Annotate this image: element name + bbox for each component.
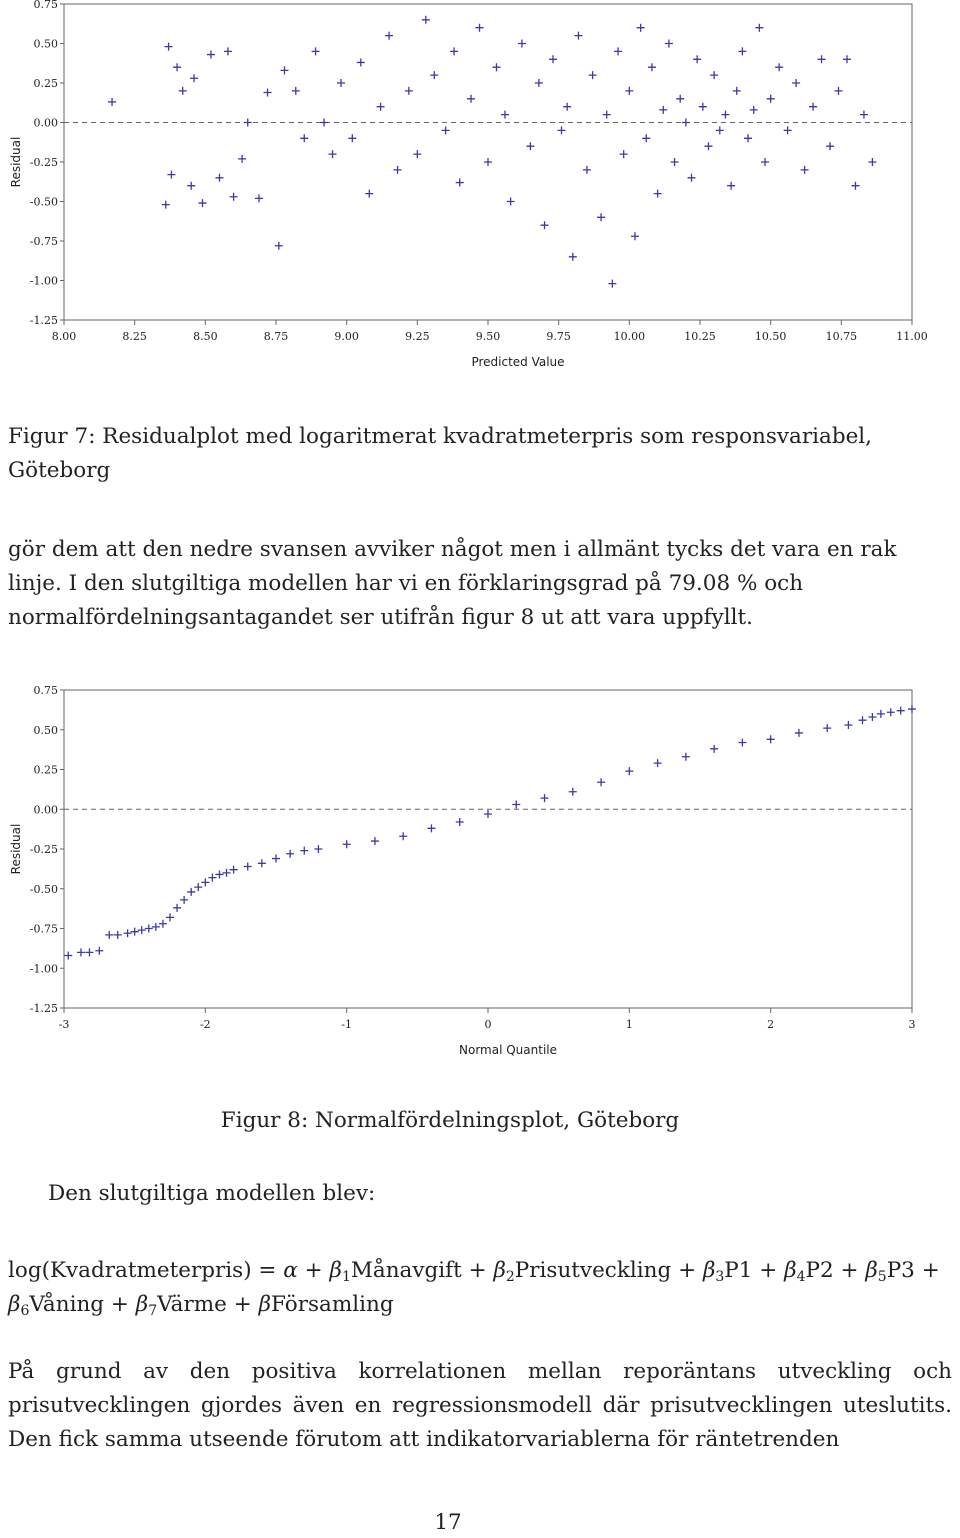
formula-beta: β — [258, 1292, 272, 1317]
data-point-marker — [456, 179, 464, 187]
formula-term: P1 — [724, 1258, 753, 1283]
data-point-marker — [784, 126, 792, 134]
data-point-marker — [767, 735, 775, 743]
body-paragraph-3: På grund av den positiva korrelationen mellan reporäntans utveckling och prisutvecklingen gjordes även en regressionsmodell där prisutvecklingen uteslutits. Den fick samma utseende förutom att indikatorvariablerna för räntetrenden — [8, 1359, 952, 1452]
formula-subscript: 5 — [877, 1269, 887, 1285]
x-tick-label: 9.00 — [334, 330, 359, 343]
data-point-marker — [563, 103, 571, 111]
data-point-marker — [187, 888, 195, 896]
formula-plus: + — [671, 1258, 703, 1283]
data-point-marker — [215, 174, 223, 182]
data-point-marker — [761, 158, 769, 166]
y-axis-label: Residual — [9, 136, 23, 188]
body-paragraph-2: Den slutgiltiga modellen blev: — [48, 1181, 376, 1206]
data-point-marker — [162, 201, 170, 209]
data-point-marker — [385, 32, 393, 40]
data-point-marker — [179, 87, 187, 95]
data-point-marker — [526, 142, 534, 150]
data-point-marker — [557, 126, 565, 134]
data-point-marker — [738, 738, 746, 746]
x-tick-label: 9.75 — [546, 330, 571, 343]
data-point-marker — [887, 708, 895, 716]
data-point-marker — [826, 142, 834, 150]
data-point-marker — [476, 24, 484, 32]
data-point-marker — [908, 705, 916, 713]
formula-plus: + — [104, 1292, 136, 1317]
y-tick-label: 0.75 — [33, 684, 58, 697]
formula-lhs: log(Kvadratmeterpris) = — [8, 1258, 284, 1283]
data-point-marker — [173, 904, 181, 912]
data-point-marker — [329, 150, 337, 158]
data-point-marker — [275, 242, 283, 250]
data-point-marker — [583, 166, 591, 174]
data-point-marker — [597, 213, 605, 221]
data-point-marker — [631, 232, 639, 240]
y-tick-label: -1.25 — [29, 314, 58, 327]
formula-beta: β — [702, 1258, 716, 1283]
data-point-marker — [300, 134, 308, 142]
data-point-marker — [272, 855, 280, 863]
formula-alpha: α — [283, 1258, 298, 1283]
data-point-marker — [280, 66, 288, 74]
data-point-marker — [337, 79, 345, 87]
formula-term: P3 — [886, 1258, 915, 1283]
data-point-marker — [801, 166, 809, 174]
data-point-marker — [868, 713, 876, 721]
y-tick-label: 0.50 — [33, 37, 58, 51]
y-tick-label: -0.75 — [29, 235, 58, 248]
data-point-marker — [255, 194, 263, 202]
x-tick-label: 1 — [625, 1018, 633, 1031]
x-tick-label: 8.75 — [263, 330, 289, 343]
data-point-marker — [823, 724, 831, 732]
data-point-marker — [152, 923, 160, 931]
data-point-marker — [818, 55, 826, 63]
data-point-marker — [795, 729, 803, 737]
data-point-marker — [467, 95, 475, 103]
y-tick-label: -0.75 — [29, 922, 58, 936]
formula-plus: + — [914, 1258, 940, 1283]
formula-beta: β — [8, 1292, 21, 1317]
x-tick-label: 3 — [908, 1018, 916, 1031]
data-point-marker — [95, 947, 103, 955]
data-point-marker — [300, 847, 308, 855]
data-point-marker — [399, 832, 407, 840]
data-point-marker — [637, 24, 645, 32]
data-point-marker — [541, 221, 549, 229]
data-point-marker — [180, 896, 188, 904]
data-point-marker — [792, 79, 800, 87]
x-tick-label: 10.00 — [613, 330, 646, 343]
x-tick-label: 11.00 — [896, 330, 928, 343]
data-point-marker — [377, 103, 385, 111]
data-point-marker — [165, 43, 173, 51]
data-point-marker — [625, 767, 633, 775]
data-point-marker — [124, 929, 132, 937]
data-point-marker — [868, 158, 876, 166]
data-point-marker — [693, 55, 701, 63]
data-point-marker — [844, 721, 852, 729]
data-point-marker — [484, 810, 492, 818]
y-tick-label: -1.00 — [29, 274, 58, 288]
data-point-marker — [597, 778, 605, 786]
data-point-marker — [405, 87, 413, 95]
formula-term: P2 — [805, 1258, 834, 1283]
data-point-marker — [199, 199, 207, 207]
data-point-marker — [223, 869, 231, 877]
data-point-marker — [167, 171, 175, 179]
y-axis-label: Residual — [9, 823, 23, 875]
data-point-marker — [671, 158, 679, 166]
data-point-marker — [535, 79, 543, 87]
x-tick-label: 9.50 — [475, 330, 501, 343]
formula-plus: + — [752, 1258, 785, 1283]
data-point-marker — [230, 866, 238, 874]
data-point-marker — [750, 106, 758, 114]
formula-plus: + — [461, 1258, 494, 1283]
data-point-marker — [620, 150, 628, 158]
data-point-marker — [682, 119, 690, 127]
data-point-marker — [224, 47, 232, 55]
data-point-marker — [442, 126, 450, 134]
data-point-marker — [654, 759, 662, 767]
data-point-marker — [659, 106, 667, 114]
x-tick-label: 10.50 — [754, 330, 787, 343]
data-point-marker — [394, 166, 402, 174]
formula-term: Månavgift — [350, 1258, 462, 1283]
data-point-marker — [642, 134, 650, 142]
formula-beta: β — [865, 1258, 878, 1283]
data-point-marker — [320, 119, 328, 127]
y-tick-label: -1.00 — [29, 962, 58, 976]
data-point-marker — [733, 87, 741, 95]
data-point-marker — [501, 111, 509, 119]
data-point-marker — [190, 74, 198, 82]
data-point-marker — [704, 142, 712, 150]
data-point-marker — [159, 920, 167, 928]
data-point-marker — [688, 174, 696, 182]
data-point-marker — [244, 119, 252, 127]
data-point-marker — [138, 926, 146, 934]
data-point-marker — [343, 840, 351, 848]
data-point-marker — [569, 788, 577, 796]
data-point-marker — [365, 190, 373, 198]
figure-7-caption: Figur 7: Residualplot med logaritmerat kvadratmeterpris som responsvariabel, Göteborg — [8, 424, 873, 483]
data-point-marker — [244, 862, 252, 870]
data-point-marker — [897, 707, 905, 715]
data-point-marker — [114, 931, 122, 939]
formula-subscript: 6 — [20, 1303, 30, 1319]
formula-plus: + — [833, 1258, 866, 1283]
y-tick-label: -0.25 — [29, 843, 58, 856]
data-point-marker — [541, 794, 549, 802]
formula-term: Prisutveckling — [514, 1258, 672, 1283]
data-point-marker — [710, 71, 718, 79]
data-point-marker — [648, 63, 656, 71]
formula-subscript: 3 — [715, 1269, 725, 1285]
data-point-marker — [492, 63, 500, 71]
formula-subscript: 7 — [148, 1303, 158, 1319]
x-tick-label: 10.75 — [825, 330, 858, 343]
y-tick-label: 0.25 — [33, 763, 58, 777]
page-number: 17 — [434, 1510, 462, 1535]
data-point-marker — [108, 98, 116, 106]
formula-beta: β — [493, 1258, 506, 1283]
data-point-marker — [64, 952, 72, 960]
formula-beta: β — [135, 1292, 149, 1317]
data-point-marker — [145, 925, 153, 933]
x-axis-label: Predicted Value — [471, 355, 565, 369]
x-tick-label: 0 — [484, 1018, 492, 1031]
data-point-marker — [77, 948, 85, 956]
data-point-marker — [716, 126, 724, 134]
data-point-marker — [357, 58, 365, 66]
data-point-marker — [507, 198, 515, 206]
y-tick-label: -1.25 — [29, 1002, 58, 1015]
data-point-marker — [131, 928, 139, 936]
x-tick-label: 8.50 — [193, 330, 218, 343]
plot-frame — [64, 690, 912, 1008]
data-point-marker — [859, 716, 867, 724]
data-point-marker — [767, 95, 775, 103]
data-point-marker — [699, 103, 707, 111]
y-tick-label: -0.50 — [29, 882, 58, 896]
data-point-marker — [835, 87, 843, 95]
x-tick-label: 8.25 — [122, 330, 147, 343]
data-point-marker — [173, 63, 181, 71]
data-point-marker — [348, 134, 356, 142]
residual-scatter-chart — [0, 0, 960, 385]
x-tick-label: -1 — [341, 1018, 353, 1031]
normal-quantile-chart — [0, 683, 960, 1073]
figure-7-residual-plot — [0, 0, 960, 385]
data-point-marker — [105, 931, 113, 939]
y-tick-label: 0.25 — [33, 77, 58, 90]
data-point-marker — [208, 874, 216, 882]
data-point-marker — [676, 95, 684, 103]
data-point-marker — [258, 859, 266, 867]
data-point-marker — [286, 850, 294, 858]
data-point-marker — [574, 32, 582, 40]
formula-plus: + — [226, 1292, 259, 1317]
y-tick-label: -0.25 — [29, 156, 58, 169]
data-point-marker — [292, 87, 300, 95]
data-point-marker — [427, 824, 435, 832]
data-point-marker — [371, 837, 379, 845]
data-point-marker — [430, 71, 438, 79]
data-point-marker — [549, 55, 557, 63]
formula-subscript: 4 — [796, 1269, 806, 1285]
y-tick-label: 0.00 — [33, 116, 58, 130]
data-point-marker — [85, 948, 93, 956]
data-point-marker — [201, 878, 209, 886]
data-point-marker — [215, 870, 223, 878]
formula-beta: β — [329, 1258, 342, 1283]
x-tick-label: 2 — [767, 1018, 775, 1031]
data-point-marker — [603, 111, 611, 119]
data-point-marker — [682, 753, 690, 761]
data-point-marker — [207, 51, 215, 59]
y-tick-label: 0.75 — [33, 0, 58, 11]
model-formula — [8, 1254, 952, 1322]
x-tick-label: 8.00 — [51, 330, 77, 343]
data-point-marker — [614, 47, 622, 55]
data-point-marker — [569, 253, 577, 261]
data-point-marker — [589, 71, 597, 79]
data-point-marker — [809, 103, 817, 111]
data-point-marker — [738, 47, 746, 55]
y-tick-label: 0.50 — [33, 723, 58, 737]
data-point-marker — [230, 193, 238, 201]
data-point-marker — [484, 158, 492, 166]
data-point-marker — [608, 280, 616, 288]
y-tick-label: 0.00 — [33, 803, 58, 817]
data-point-marker — [264, 88, 272, 96]
figure-8-normal-plot — [0, 683, 960, 1073]
y-tick-label: -0.50 — [29, 195, 58, 209]
formula-beta: β — [784, 1258, 797, 1283]
data-point-marker — [665, 40, 673, 48]
data-point-marker — [238, 155, 246, 163]
data-point-marker — [166, 913, 174, 921]
data-point-marker — [625, 87, 633, 95]
data-point-marker — [187, 182, 195, 190]
data-point-marker — [843, 55, 851, 63]
data-point-marker — [851, 182, 859, 190]
data-point-marker — [744, 134, 752, 142]
data-point-marker — [721, 111, 729, 119]
data-point-marker — [518, 40, 526, 48]
data-point-marker — [194, 883, 202, 891]
formula-subscript: 1 — [341, 1269, 351, 1285]
formula-plus: + — [297, 1258, 330, 1283]
data-point-marker — [450, 47, 458, 55]
data-point-marker — [422, 16, 430, 24]
data-point-marker — [877, 710, 885, 718]
data-point-marker — [456, 818, 464, 826]
data-point-marker — [512, 800, 520, 808]
data-point-marker — [755, 24, 763, 32]
data-point-marker — [727, 182, 735, 190]
x-tick-label: 9.25 — [405, 330, 430, 343]
x-axis-label: Normal Quantile — [459, 1043, 557, 1057]
data-point-marker — [775, 63, 783, 71]
formula-term: Våning — [29, 1292, 105, 1317]
x-tick-label: 10.25 — [684, 330, 716, 343]
body-paragraph-1: gör dem att den nedre svansen avviker något men i allmänt tycks det vara en rak linje. I den slutgiltiga modellen har vi en förklaringsgrad på 79.08 % och normalfördelningsantagandet ser utifrån figur 8 ut att vara uppfyllt. — [8, 537, 897, 630]
data-point-marker — [860, 111, 868, 119]
formula-term: Församling — [271, 1292, 394, 1317]
formula-subscript: 2 — [505, 1269, 515, 1285]
data-point-marker — [654, 190, 662, 198]
x-tick-label: -2 — [199, 1018, 211, 1031]
data-point-marker — [312, 47, 320, 55]
data-point-marker — [314, 845, 322, 853]
x-tick-label: -3 — [58, 1018, 70, 1031]
figure-8-caption: Figur 8: Normalfördelningsplot, Göteborg — [220, 1108, 680, 1133]
data-point-marker — [413, 150, 421, 158]
data-point-marker — [710, 745, 718, 753]
formula-term: Värme — [157, 1292, 227, 1317]
